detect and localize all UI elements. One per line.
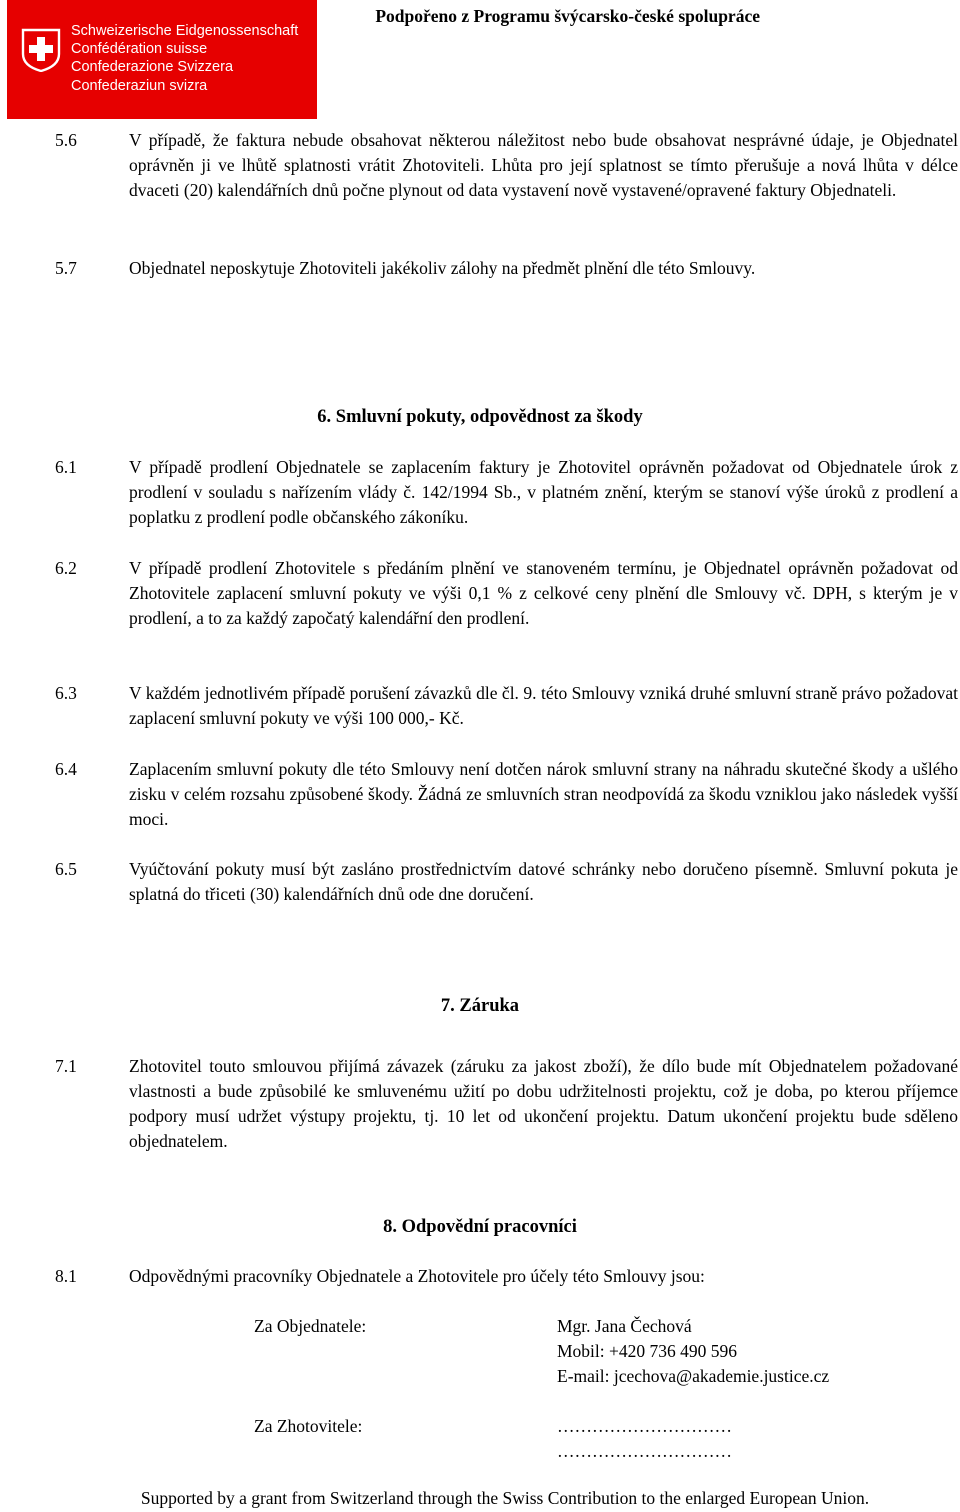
clause-number: 5.7 bbox=[55, 258, 77, 278]
section-heading-6: 6. Smluvní pokuty, odpovědnost za škody bbox=[317, 407, 643, 427]
clause-6-3 bbox=[55, 681, 958, 731]
clause-number: 6.1 bbox=[55, 457, 77, 477]
section-heading-8: 8. Odpovědní pracovníci bbox=[383, 1217, 577, 1237]
clause-5-7 bbox=[55, 256, 958, 281]
clause-6-1 bbox=[55, 455, 958, 530]
clause-text: Vyúčtování pokuty musí být zasláno prostřednictvím datové schránky nebo doručeno písemně. Smluvní pokuta je splatná do třiceti (30) kalendářních dnů ode dne doručení. bbox=[129, 859, 958, 904]
logo-line-1: Schweizerische Eidgenossenschaft bbox=[71, 23, 299, 39]
clause-text: V každém jednotlivém případě porušení závazků dle čl. 9. této Smlouvy vzniká druhé smluvní straně právo požadovat zaplacení smluvní pokuty ve výši 100 000,- Kč. bbox=[129, 683, 958, 728]
clause-text: Objednatel neposkytuje Zhotoviteli jakékoliv zálohy na předmět plnění dle této Smlouvy. bbox=[129, 258, 756, 278]
logo-line-2: Confédération suisse bbox=[71, 41, 208, 58]
swiss-confederation-logo bbox=[7, 0, 317, 119]
clause-text: V případě prodlení Objednatele se zaplacením faktury je Zhotovitel oprávněn požadovat od Objednatele úrok z prodlení v souladu s nařízením vlády č. 142/1994 Sb., v platném znění, kterým se stanoví výše úroků z prodlení a poplatku z prodlení podle občanského zákoníku. bbox=[129, 457, 958, 527]
clause-number: 6.3 bbox=[55, 683, 77, 703]
objednatel-mobile: Mobil: +420 736 490 596 bbox=[557, 1341, 738, 1361]
clause-6-4 bbox=[55, 757, 958, 832]
objednatel-name: Mgr. Jana Čechová bbox=[557, 1316, 692, 1336]
clause-number: 6.2 bbox=[55, 558, 77, 578]
clause-5-6 bbox=[55, 128, 958, 203]
clause-number: 5.6 bbox=[55, 130, 77, 150]
section-heading-7: 7. Záruka bbox=[440, 996, 520, 1016]
clause-8-1 bbox=[55, 1264, 958, 1289]
objednatel-email: E-mail: jcechova@akademie.justice.cz bbox=[557, 1366, 830, 1386]
clause-text: Zaplacením smluvní pokuty dle této Smlouvy není dotčen nárok smluvní strany na náhradu skutečné škody a ušlého zisku v celém rozsahu způsobené škody. Žádná ze smluvních stran neodpovídá za škodu vzniklou jako následek vyšší moci. bbox=[129, 759, 958, 829]
header-note: Podpořeno z Programu švýcarsko-české spolupráce bbox=[375, 6, 760, 26]
clause-text: Zhotovitel touto smlouvou přijímá závazek (záruku za jakost zboží), že dílo bude mít Objednatelem požadované vlastnosti a bude způsobilé ke smluvenému užití po dobu udržitelnosti projektu, což je doba, po kterou příjemce podpory musí udržet výstupy projektu, tj. 10 let od ukončení projektu. Datum ukončení projektu bude sděleno objednatelem. bbox=[129, 1056, 958, 1151]
logo-text bbox=[71, 22, 298, 95]
clause-6-5 bbox=[55, 857, 958, 907]
logo-line-3: Confederazione Svizzera bbox=[71, 59, 234, 76]
zhotovitel-label: Za Zhotovitele: bbox=[254, 1416, 363, 1436]
logo-line-4: Confederaziun svizra bbox=[71, 77, 208, 94]
clause-text: V případě prodlení Zhotovitele s předáním plnění ve stanoveném termínu, je Objednatel oprávněn požadovat od Zhotovitele zaplacení smluvní pokuty ve výši 0,1 % z celkové ceny plnění dle Smlouvy vč. DPH, s kterým je v prodlení, a to za každý započatý kalendářní den prodlení. bbox=[129, 558, 958, 628]
clause-text: V případě, že faktura nebude obsahovat některou náležitost nebo bude obsahovat nesprávné údaje, je Objednatel oprávněn ji ve lhůtě splatnosti vrátit Zhotoviteli. Lhůta pro její splatnost se tímto přerušuje a nová lhůta v délce dvaceti (20) kalendářních dnů počne plynout od data vystavení nově vystavené/opravené faktury Objednateli. bbox=[129, 130, 958, 200]
objednatel-label: Za Objednatele: bbox=[254, 1316, 367, 1336]
zhotovitel-placeholder-line: ………………………… bbox=[557, 1416, 732, 1436]
clause-number: 6.5 bbox=[55, 859, 77, 879]
clause-number: 8.1 bbox=[55, 1266, 77, 1286]
clause-7-1 bbox=[55, 1054, 958, 1154]
clause-number: 6.4 bbox=[55, 759, 77, 779]
footer-note: Supported by a grant from Switzerland through the Swiss Contribution to the enlarged European Union. bbox=[140, 1488, 870, 1508]
zhotovitel-placeholder-line: ………………………… bbox=[557, 1441, 732, 1461]
clause-number: 7.1 bbox=[55, 1056, 77, 1076]
swiss-cross-icon bbox=[21, 28, 61, 72]
clause-6-2 bbox=[55, 556, 958, 631]
clause-text: Odpovědnými pracovníky Objednatele a Zhotovitele pro účely této Smlouvy jsou: bbox=[129, 1266, 705, 1286]
